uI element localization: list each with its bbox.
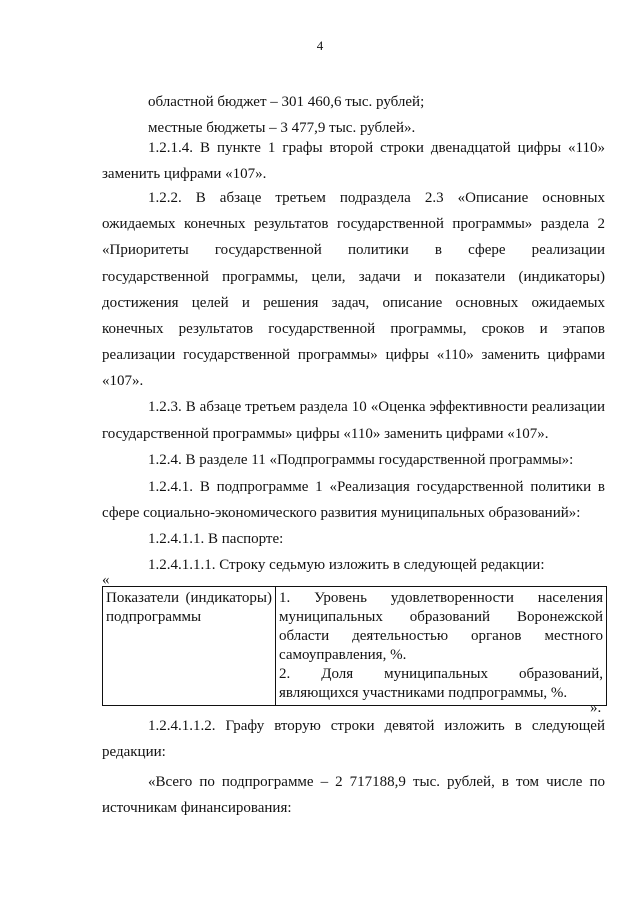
paragraph-1-2-2-line-1: 1.2.2. В абзаце третьем подраздела 2.3 «Описание основных (148, 190, 605, 206)
regional-budget-line: областной бюджет – 301 460,6 тыс. рублей; (148, 94, 425, 110)
paragraph-1-2-4-1-1: 1.2.4.1.1. В паспорте: (148, 531, 284, 547)
paragraph-1-2-2-line-8: «107». (102, 373, 144, 389)
indicators-value-line-6: являющихся участниками подпрограммы, %. (279, 685, 568, 701)
subprogram-total-line-2: источникам финансирования: (102, 800, 292, 816)
paragraph-1-2-3-line-2: государственной программы» цифры «110» заменить цифрами «107». (102, 426, 549, 442)
indicators-label-cell (103, 587, 276, 706)
paragraph-1-2-2-line-2: ожидаемых конечных результатов государственной программы» раздела 2 (102, 216, 605, 232)
indicators-value-line-1: 1. Уровень удовлетворенности населения (279, 590, 603, 606)
paragraph-1-2-2-line-3: «Приоритеты государственной политики в сфере реализации (102, 242, 605, 258)
indicators-label-line-2: подпрограммы (106, 609, 202, 625)
paragraph-1-2-1-4-line-1: 1.2.1.4. В пункте 1 графы второй строки двенадцатой цифры «110» (148, 140, 605, 156)
indicators-table (102, 586, 607, 706)
paragraph-1-2-1-4-line-2: заменить цифрами «107». (102, 166, 267, 182)
paragraph-1-2-2-line-4: государственной программы, цели, задачи и показатели (индикаторы) (102, 269, 605, 285)
opening-quote-mark: « (102, 572, 110, 588)
paragraph-1-2-2-line-6: конечных результатов государственной программы, сроков и этапов (102, 321, 605, 337)
closing-quote-mark: ». (590, 700, 602, 716)
paragraph-1-2-4: 1.2.4. В разделе 11 «Подпрограммы государственной программы»: (148, 452, 574, 468)
paragraph-1-2-4-1-1-1: 1.2.4.1.1.1. Строку седьмую изложить в следующей редакции: (148, 557, 545, 573)
indicators-value-line-3: области деятельностью органов местного (279, 628, 603, 644)
page-number: 4 (316, 38, 324, 53)
indicators-value-line-4: самоуправления, %. (279, 647, 407, 663)
indicators-label-line-1: Показатели (индикаторы) (106, 590, 272, 606)
paragraph-1-2-4-1-1-2-line-2: редакции: (102, 744, 166, 760)
indicators-value-line-2: муниципальных образований Воронежской (279, 609, 603, 625)
paragraph-1-2-3-line-1: 1.2.3. В абзаце третьем раздела 10 «Оценка эффективности реализации (148, 399, 605, 415)
indicators-value-cell (276, 587, 607, 706)
indicators-value-line-5: 2. Доля муниципальных образований, (279, 666, 603, 682)
table-row (103, 587, 607, 706)
subprogram-total-line-1: «Всего по подпрограмме – 2 717188,9 тыс. рублей, в том числе по (148, 774, 605, 790)
paragraph-1-2-2-line-5: достижения целей и решения задач, описание основных ожидаемых (102, 295, 605, 311)
paragraph-1-2-2-line-7: реализации государственной программы» цифры «110» заменить цифрами (102, 347, 605, 363)
paragraph-1-2-4-1-1-2-line-1: 1.2.4.1.1.2. Графу вторую строки девятой изложить в следующей (148, 718, 605, 734)
local-budgets-line: местные бюджеты – 3 477,9 тыс. рублей». (148, 120, 416, 136)
paragraph-1-2-4-1-line-2: сфере социально-экономического развития муниципальных образований»: (102, 505, 581, 521)
paragraph-1-2-4-1-line-1: 1.2.4.1. В подпрограмме 1 «Реализация государственной политики в (148, 479, 605, 495)
